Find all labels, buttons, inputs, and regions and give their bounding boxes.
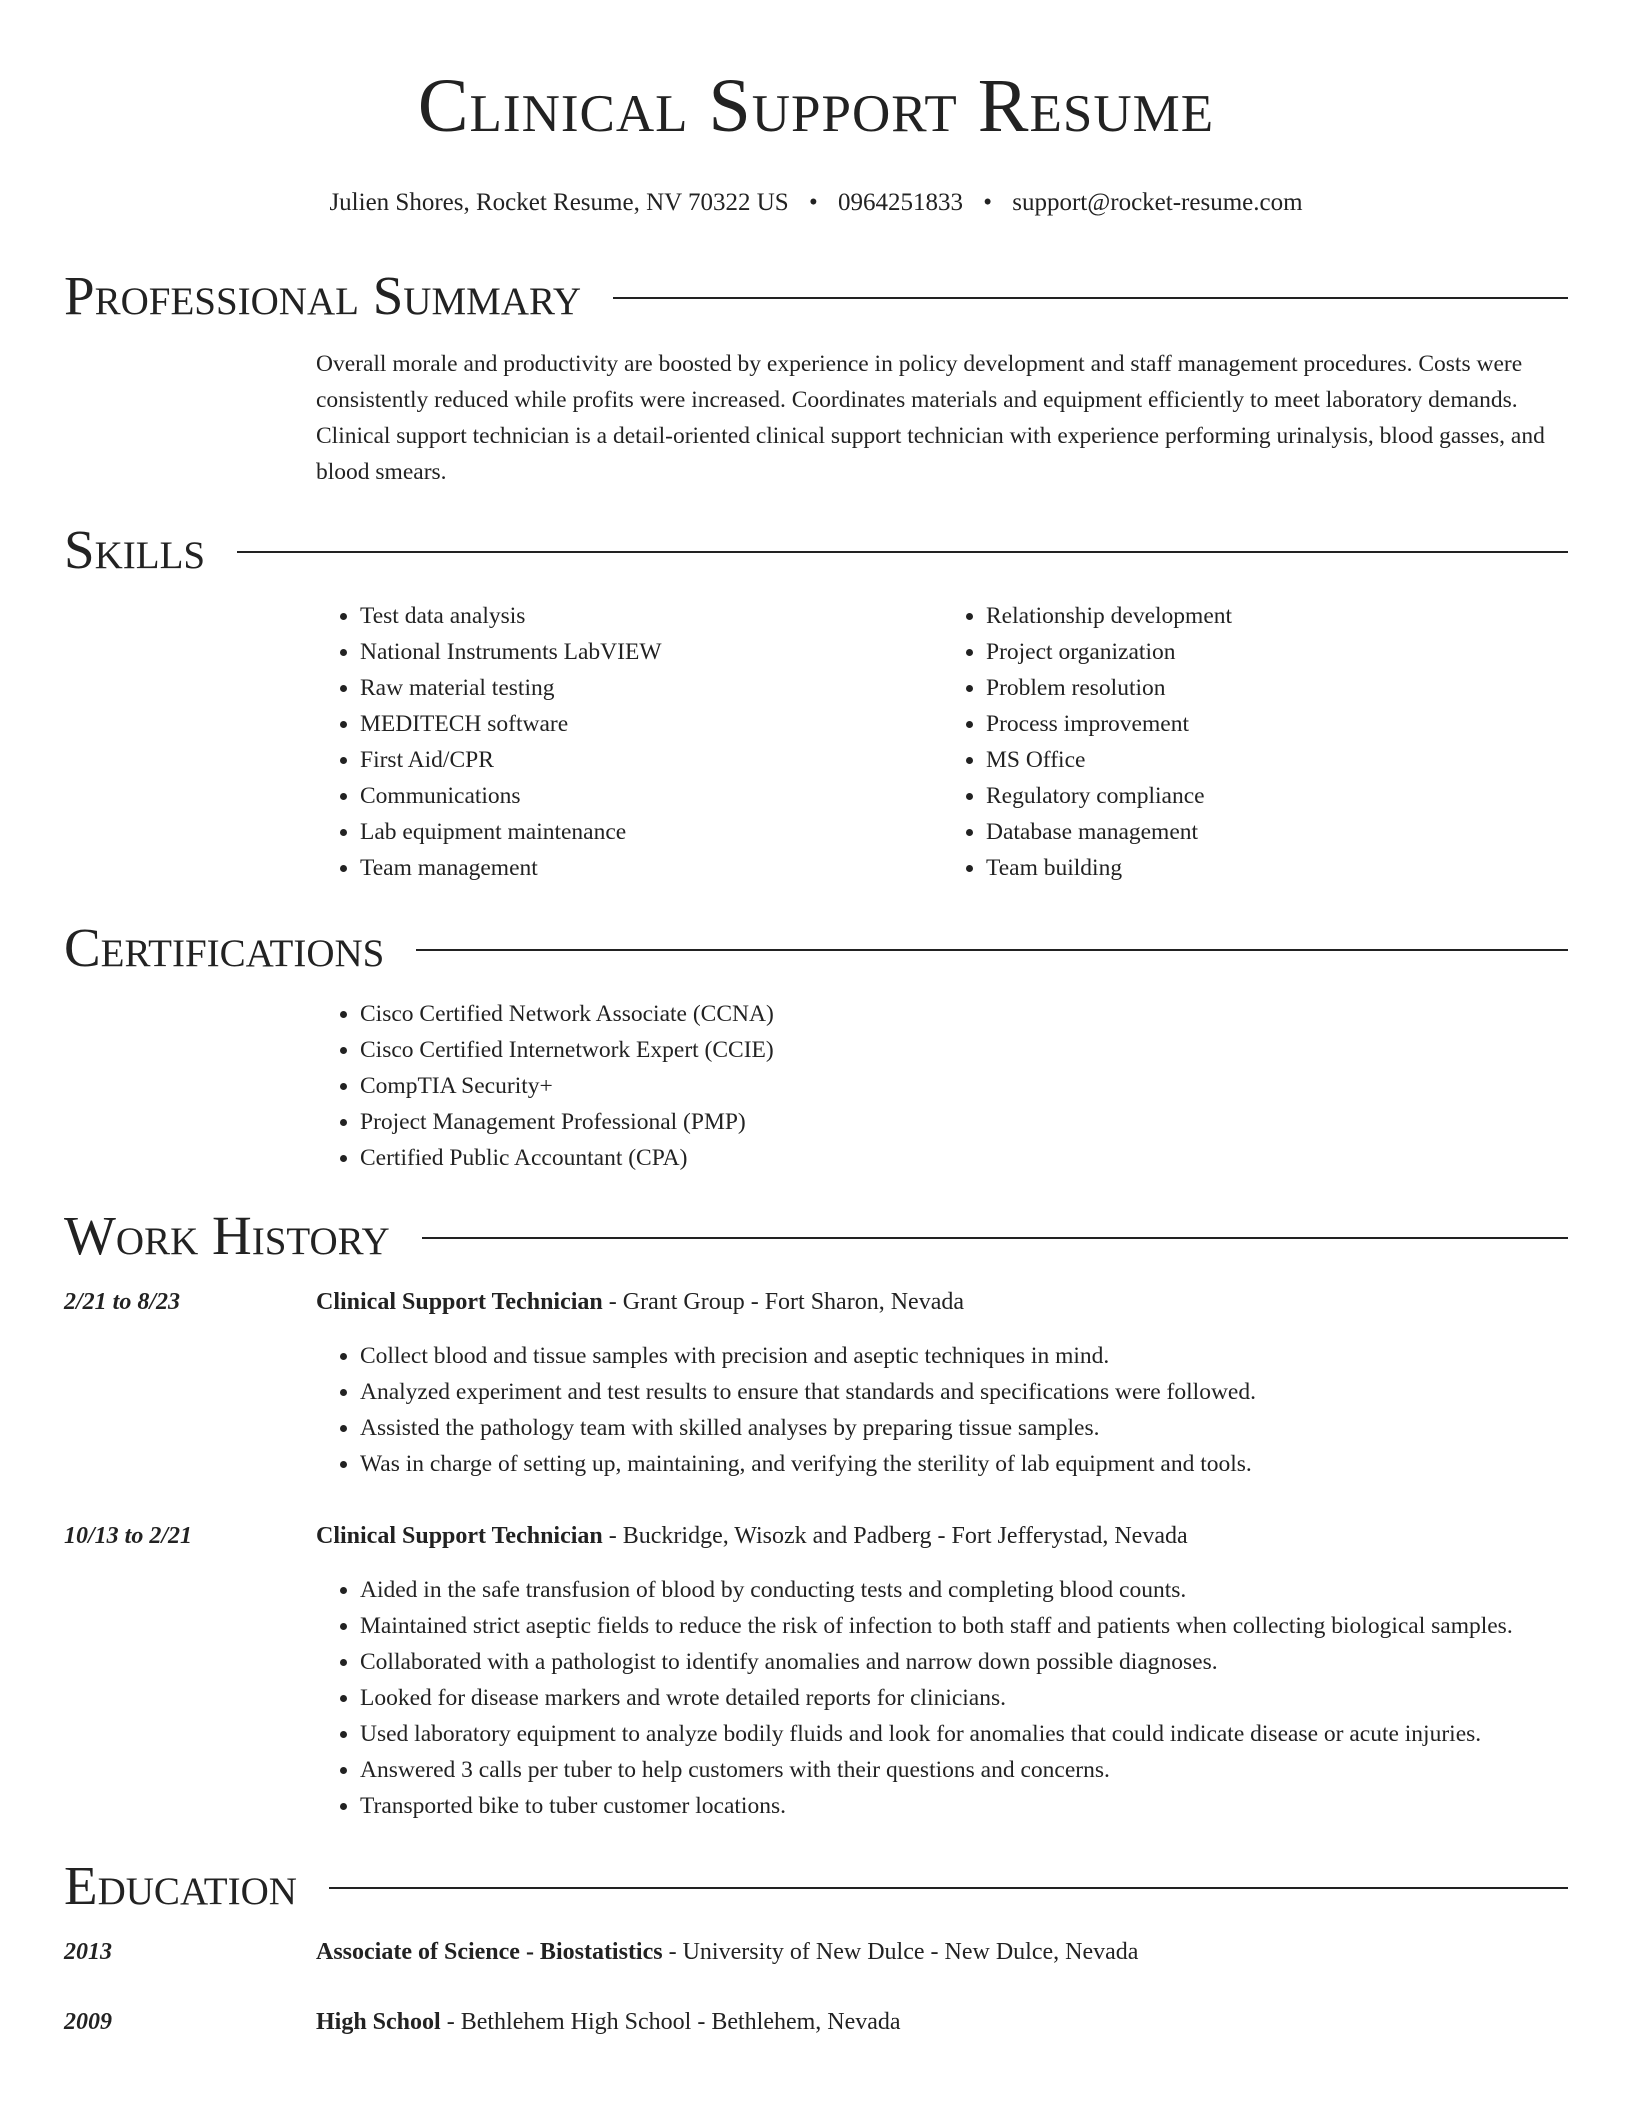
education-details: - University of New Dulce - New Dulce, Nevada — [662, 1939, 1139, 1965]
job-details: - Buckridge, Wisozk and Padberg - Fort Jefferystad, Nevada — [602, 1523, 1188, 1549]
skill-item: • Project organization — [986, 634, 1568, 670]
skill-item: • First Aid/CPR — [360, 742, 942, 778]
skill-item: • Regulatory compliance — [986, 778, 1568, 814]
skill-item: • National Instruments LabVIEW — [360, 634, 942, 670]
education-entry — [64, 1934, 1568, 1970]
job-bullet: • Looked for disease markers and wrote detailed reports for clinicians. — [360, 1680, 1568, 1716]
certification-item: • Project Management Professional (PMP) — [360, 1104, 1568, 1140]
job-header — [316, 1284, 1568, 1320]
skills-heading: Skills — [64, 519, 206, 580]
certifications-list — [316, 996, 1568, 1176]
summary-heading: Professional Summary — [64, 265, 582, 326]
certification-item: • Cisco Certified Network Associate (CCNA) — [360, 996, 1568, 1032]
section-divider — [416, 949, 1568, 951]
job-entry — [64, 1518, 1568, 1824]
job-bullet: • Transported bike to tuber customer locations. — [360, 1788, 1568, 1824]
work-history — [64, 1284, 1568, 1824]
contact-separator: • — [983, 189, 992, 216]
section-divider — [613, 297, 1568, 299]
certifications-heading: Certifications — [64, 917, 385, 978]
job-title: Clinical Support Technician — [316, 1289, 603, 1315]
job-bullet: • Maintained strict aseptic fields to reduce the risk of infection to both staff and patients when collecting biological samples. — [360, 1608, 1568, 1644]
skills-section-header — [64, 520, 1568, 580]
job-title: Clinical Support Technician — [316, 1523, 603, 1549]
skill-item: • Lab equipment maintenance — [360, 814, 942, 850]
job-bullet: • Assisted the pathology team with skilled analyses by preparing tissue samples. — [360, 1410, 1568, 1446]
summary-section-header — [64, 266, 1568, 326]
job-bullet: • Analyzed experiment and test results to ensure that standards and specifications were followed. — [360, 1374, 1568, 1410]
education-heading: Education — [64, 1855, 297, 1916]
contact-email: support@rocket-resume.com — [1012, 189, 1303, 216]
job-header — [316, 1518, 1568, 1554]
certification-item: • Cisco Certified Internetwork Expert (CCIE) — [360, 1032, 1568, 1068]
certifications-block — [316, 996, 1568, 1176]
skills-list-right — [942, 598, 1568, 886]
section-divider — [329, 1887, 1568, 1889]
skill-item: • Relationship development — [986, 598, 1568, 634]
contact-line — [64, 188, 1568, 218]
job-bullet: • Collaborated with a pathologist to identify anomalies and narrow down possible diagnoses. — [360, 1644, 1568, 1680]
skills-grid — [316, 598, 1568, 886]
section-divider — [237, 551, 1568, 553]
job-bullet: • Aided in the safe transfusion of blood by conducting tests and completing blood counts. — [360, 1572, 1568, 1608]
job-bullets — [316, 1572, 1568, 1824]
contact-address: Julien Shores, Rocket Resume, NV 70322 US — [329, 189, 789, 216]
work-section-header — [64, 1206, 1568, 1266]
job-dates: 10/13 to 2/21 — [64, 1523, 193, 1549]
summary-text: Overall morale and productivity are boosted by experience in policy development and staff management procedures. Costs were consistently reduced while profits were increased. Coordinates materials and equipment efficiently to meet laboratory demands. Clinical support technician is a detail-oriented clinical support technician with experience performing urinalysis, blood gasses, and blood smears. — [316, 351, 1545, 485]
education-year: 2013 — [64, 1939, 112, 1965]
job-entry — [64, 1284, 1568, 1482]
skill-item: • Process improvement — [986, 706, 1568, 742]
certifications-section-header — [64, 918, 1568, 978]
certification-item: • CompTIA Security+ — [360, 1068, 1568, 1104]
education-degree: High School — [316, 2009, 441, 2035]
job-dates: 2/21 to 8/23 — [64, 1289, 181, 1315]
skill-item: • MEDITECH software — [360, 706, 942, 742]
work-heading: Work History — [64, 1205, 390, 1266]
education-section-header — [64, 1856, 1568, 1916]
job-bullet: • Used laboratory equipment to analyze bodily fluids and look for anomalies that could indicate disease or acute injuries. — [360, 1716, 1568, 1752]
resume-title: Clinical Support Resume — [417, 64, 1215, 148]
section-divider — [422, 1237, 1568, 1239]
skill-item: • Database management — [986, 814, 1568, 850]
job-bullet: • Was in charge of setting up, maintaining, and verifying the sterility of lab equipment and tools. — [360, 1446, 1568, 1482]
skill-item: • Test data analysis — [360, 598, 942, 634]
skill-item: • MS Office — [986, 742, 1568, 778]
skill-item: • Team management — [360, 850, 942, 886]
skill-item: • Communications — [360, 778, 942, 814]
education-degree: Associate of Science - Biostatistics — [316, 1939, 663, 1965]
skills-list-left — [316, 598, 942, 886]
education-entry — [64, 2004, 1568, 2040]
contact-phone: 0964251833 — [837, 189, 963, 216]
job-bullet: • Collect blood and tissue samples with precision and aseptic techniques in mind. — [360, 1338, 1568, 1374]
skill-item: • Raw material testing — [360, 670, 942, 706]
job-details: - Grant Group - Fort Sharon, Nevada — [602, 1289, 964, 1315]
education-year: 2009 — [64, 2009, 112, 2035]
contact-separator: • — [808, 189, 818, 216]
job-bullets — [316, 1338, 1568, 1482]
skill-item: • Team building — [986, 850, 1568, 886]
education-details: - Bethlehem High School - Bethlehem, Nevada — [440, 2009, 901, 2035]
skill-item: • Problem resolution — [986, 670, 1568, 706]
certification-item: • Certified Public Accountant (CPA) — [360, 1140, 1568, 1176]
job-bullet: • Answered 3 calls per tuber to help customers with their questions and concerns. — [360, 1752, 1568, 1788]
